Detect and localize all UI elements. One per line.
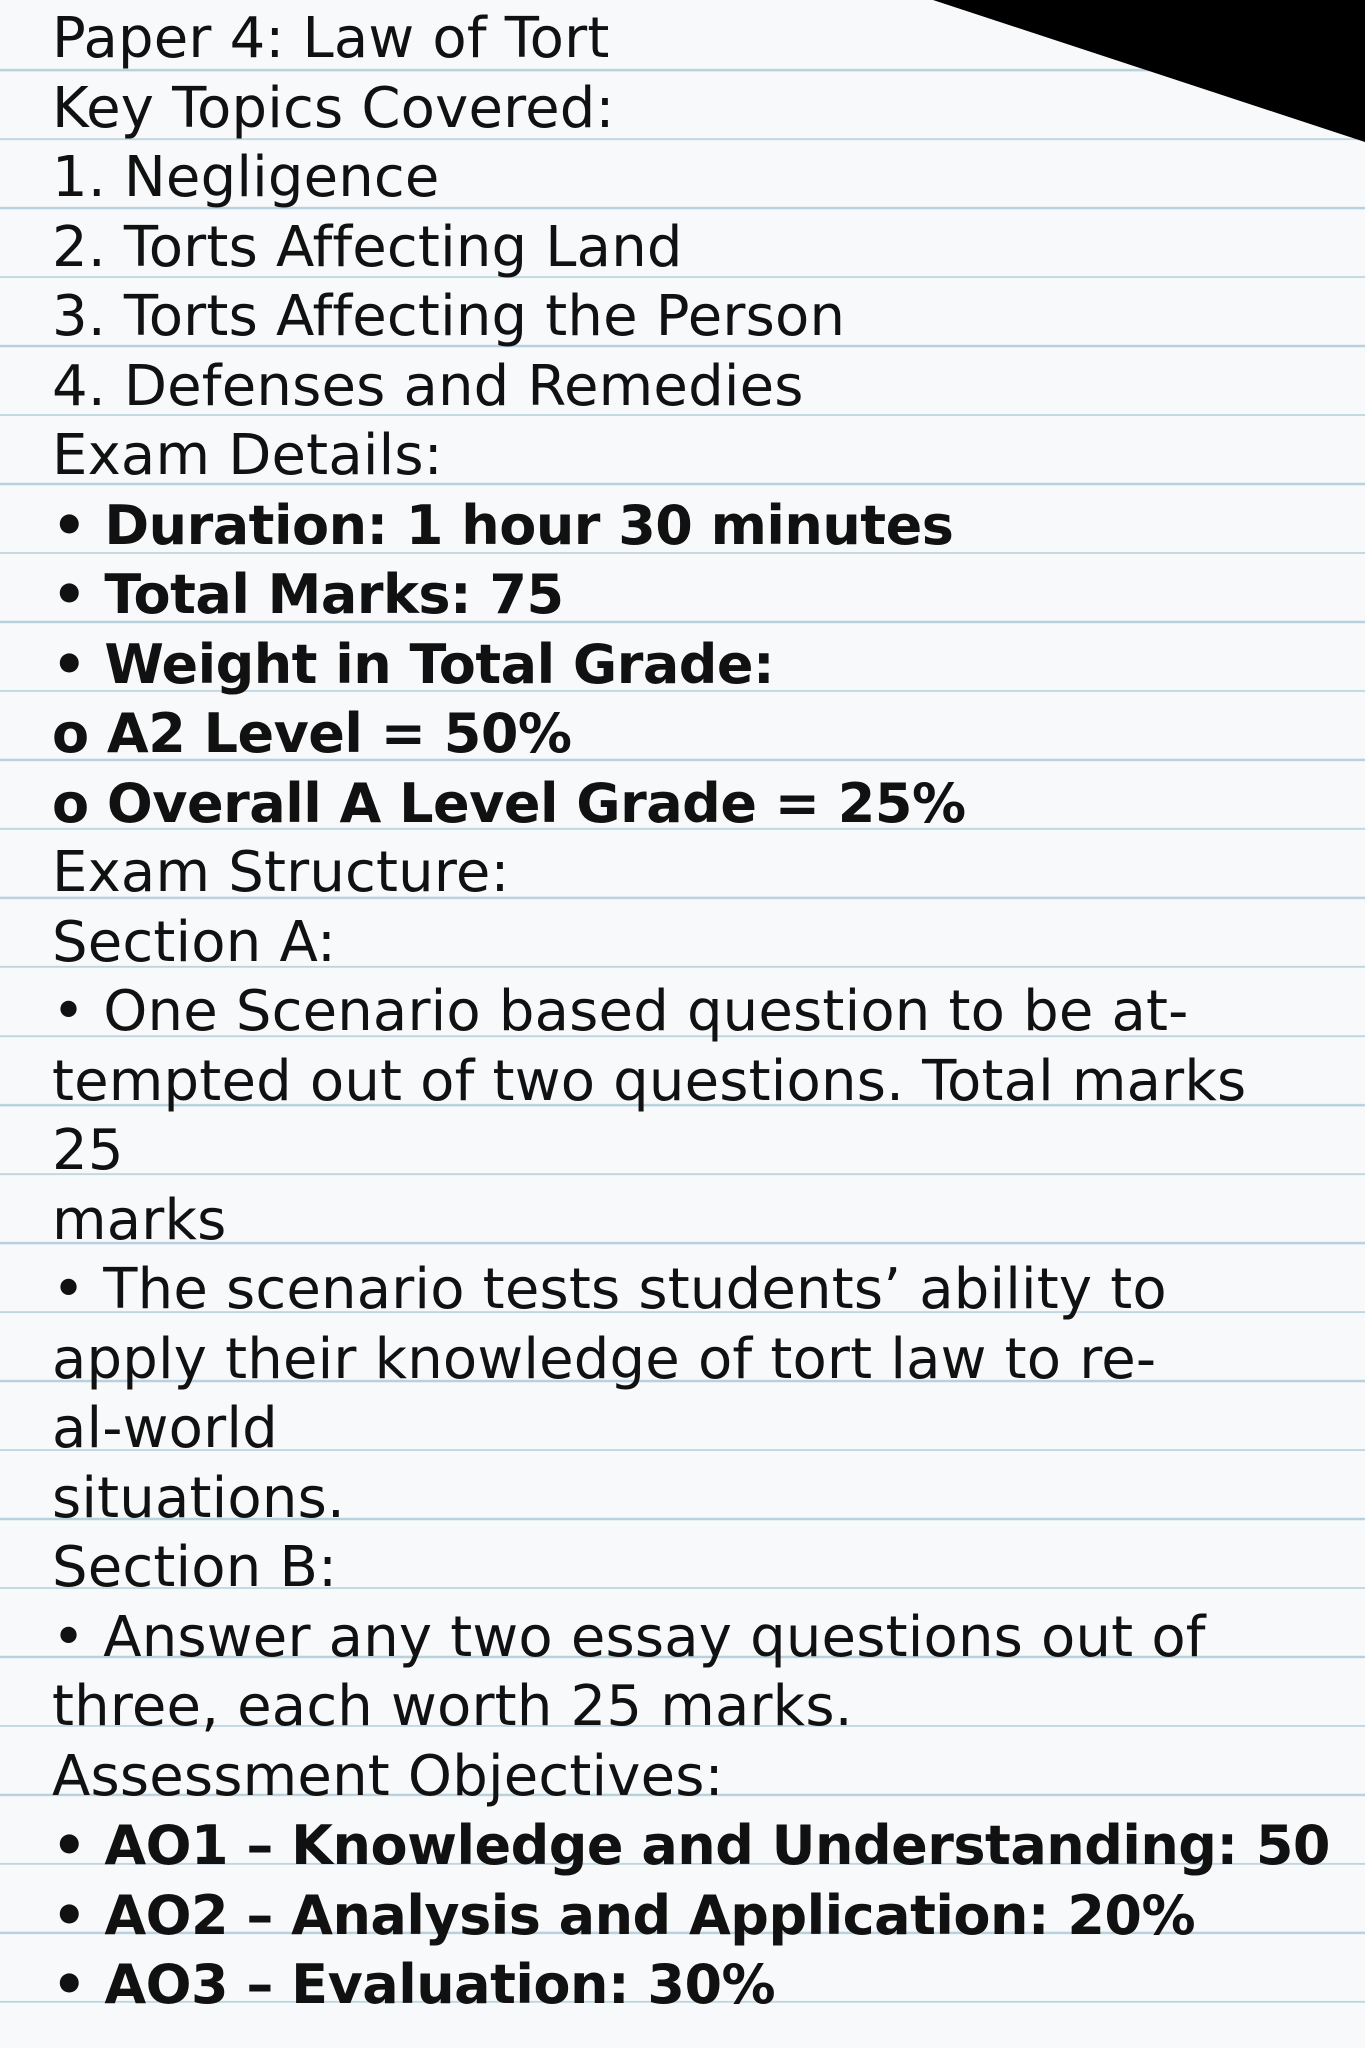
section-heading-exam-details: Exam Details: (52, 423, 443, 488)
section-a-text-line: tempted out of two questions. Total marks (52, 1048, 1247, 1114)
objective-ao2: • AO2 – Analysis and Application: 20% (52, 1883, 1196, 1947)
exam-detail-total-marks: • Total Marks: 75 (52, 563, 564, 626)
section-b-text-line: three, each worth 25 marks. (52, 1674, 853, 1739)
section-heading-exam-structure: Exam Structure: (52, 840, 510, 905)
section-a-text-line: • The scenario tests students’ ability to (52, 1257, 1167, 1322)
section-a-text-line: 25 (52, 1118, 124, 1183)
subheading-section-b: Section B: (52, 1535, 338, 1600)
topic-item: 4. Defenses and Remedies (52, 353, 804, 419)
document-title: Paper 4: Law of Tort (52, 6, 610, 71)
section-a-text-line: apply their knowledge of tort law to re- (52, 1326, 1157, 1392)
topic-item: 1. Negligence (52, 145, 440, 210)
objective-ao3: • AO3 – Evaluation: 30% (52, 1953, 776, 2016)
document-body (52, 4, 1342, 2020)
weight-subitem-a2: o A2 Level = 50% (52, 702, 572, 765)
section-a-text-line: al-world (52, 1396, 278, 1461)
objective-ao1: • AO1 – Knowledge and Understanding: 50 (52, 1814, 1331, 1877)
exam-detail-duration: • Duration: 1 hour 30 minutes (52, 493, 954, 557)
section-a-text-line: situations. (52, 1465, 345, 1531)
topic-item: 3. Torts Affecting the Person (52, 284, 846, 349)
section-a-text-line: • One Scenario based question to be at- (52, 979, 1189, 1044)
exam-detail-weight: • Weight in Total Grade: (52, 632, 775, 696)
section-a-text-line: marks (52, 1187, 227, 1253)
section-heading-key-topics: Key Topics Covered: (52, 75, 615, 141)
weight-subitem-overall: o Overall A Level Grade = 25% (52, 771, 966, 835)
topic-item: 2. Torts Affecting Land (52, 214, 683, 280)
section-heading-assessment-objectives: Assessment Objectives: (52, 1743, 724, 1809)
section-b-text-line: • Answer any two essay questions out of (52, 1604, 1206, 1670)
subheading-section-a: Section A: (52, 909, 337, 975)
